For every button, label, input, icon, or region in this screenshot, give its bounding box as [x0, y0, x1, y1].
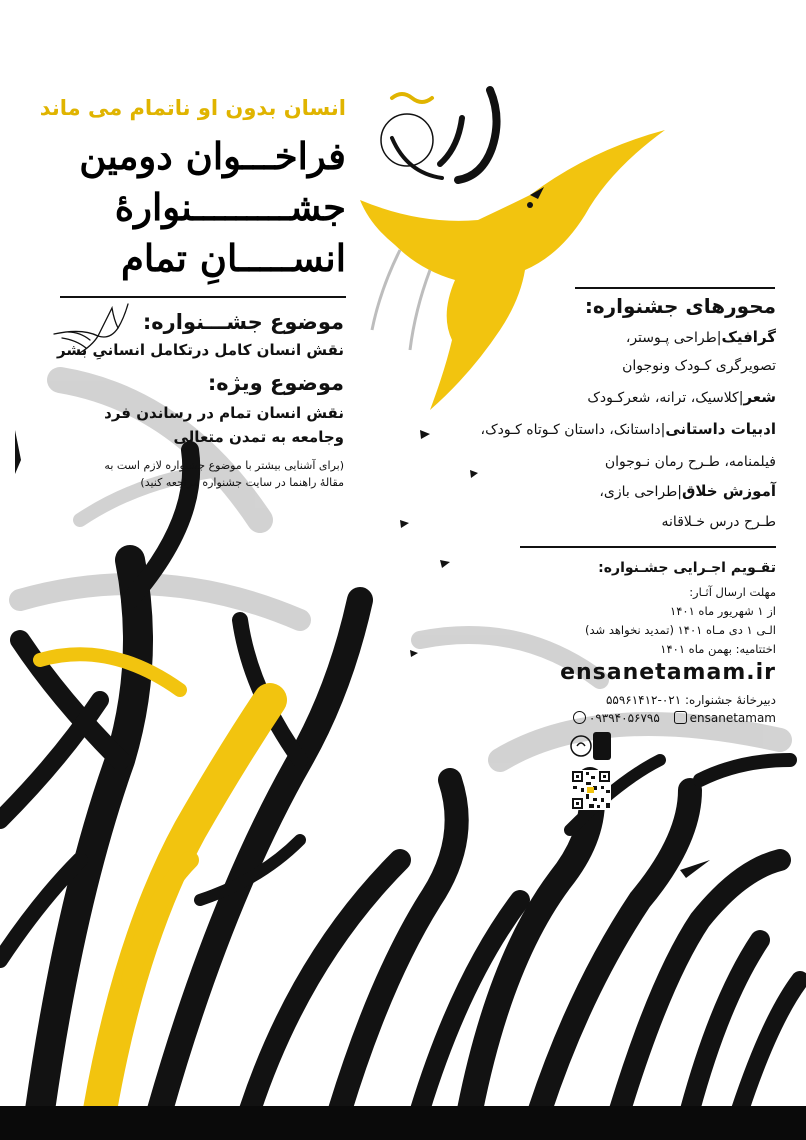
axis-detail: |طراحی پـوستر، [625, 330, 722, 346]
special-topic-heading: موضوع ویژه: [207, 371, 344, 395]
axis-detail: طـرح درس خـلاقانه [661, 514, 776, 530]
secretariat-phone: دبیرخانۀ جشنواره: ۰۲۱-۵۵۹۶۱۴۱۲ [605, 693, 776, 707]
special-topic-line-1: نقش انسان تمام در رساندن فرد [104, 404, 344, 422]
special-topic-line-2: وجامعه به تمدن متعالی [173, 428, 344, 446]
footer-bar [0, 1106, 806, 1140]
festival-logo-icon [362, 78, 512, 190]
axis-detail: |طراحی بازی، [599, 484, 682, 500]
axis-category: ادبیات داستانی [665, 420, 776, 438]
axis-detail: تصویرگری کـودک ونوجوان [622, 358, 776, 374]
instagram-handle[interactable]: ensanetamam [689, 711, 776, 725]
axis-item [605, 452, 776, 470]
axis-detail: |کلاسیک، ترانه، شعرکـودک [587, 390, 744, 406]
topic-heading: موضوع جشـــنواره: [142, 310, 344, 334]
title-line-3: انســـــانِ تمام [121, 236, 346, 280]
axes-heading: محورهای جشنواره: [584, 294, 776, 318]
title-line-1: فراخـــوان دومین [79, 134, 346, 178]
phone-number[interactable]: ۰۹۳۹۴۰۵۶۷۹۵ [588, 711, 660, 725]
instagram-icon [674, 711, 687, 724]
whatsapp-icon [573, 711, 586, 724]
topic-text: نقش انسان کامل درتکامل انسانیِ بشر [57, 341, 344, 359]
axis-category: گرافیک [721, 328, 776, 346]
axis-item [587, 388, 776, 406]
axis-item [481, 420, 776, 438]
calendar-divider [520, 546, 776, 548]
calendar-line: اختتامیه: بهمن ماه ۱۴۰۱ [660, 642, 776, 656]
calendar-line: الـی ۱ دی مـاه ۱۴۰۱ (تمدید نخواهد شد) [585, 623, 776, 637]
calendar-line: مهلت ارسال آثـار: [689, 585, 776, 599]
guide-note-line-2: مقالۀ راهنما در سایت جشنواره مراجعه کنید) [140, 476, 344, 489]
axis-item [626, 328, 776, 346]
calendar-line: از ۱ شهریور ماه ۱۴۰۱ [670, 604, 776, 618]
axis-category: آموزش خلاق [682, 482, 776, 500]
axis-category: شعر [743, 388, 776, 406]
calendar-heading: تقـویم اجـرایی جشـنواره: [598, 560, 776, 576]
seal-icon [569, 728, 613, 766]
axis-item [622, 356, 776, 374]
social-contacts [570, 711, 776, 725]
guide-note-line-1: (برای آشنایی بیشتر با موضوع جشنواره لازم است به [104, 459, 344, 472]
axes-divider [575, 287, 775, 289]
axis-item [662, 512, 776, 530]
website-link[interactable]: ensanetamam.ir [560, 660, 776, 685]
axis-detail: |داستانک، داستان کـوتاه کـودک، [480, 422, 666, 438]
qr-code-icon[interactable] [571, 770, 611, 810]
title-line-2: جشـــــــــنوارۀ [114, 185, 346, 229]
title-divider [60, 296, 346, 298]
tagline: انسان بدون او ناتمام می ماند [39, 96, 346, 120]
axis-item [599, 482, 776, 500]
axis-detail: فیلمنامه، طـرح رمان نـوجوان [604, 454, 776, 470]
